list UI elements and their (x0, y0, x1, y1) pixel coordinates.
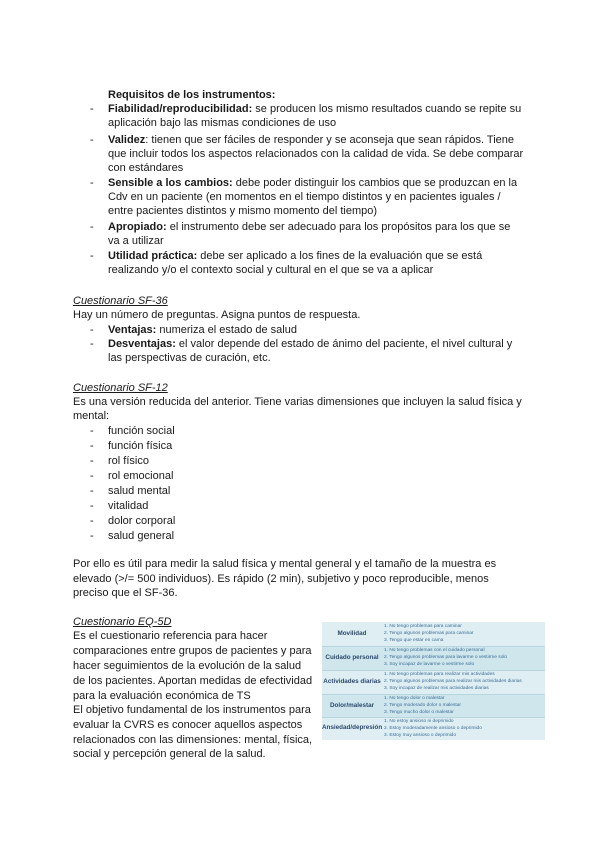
bullet-dash: - (90, 515, 94, 527)
bullet-dash: - (90, 530, 94, 542)
bullet-dash: - (90, 470, 94, 482)
eq5d-option: 1. No estoy ansioso ni deprimido (384, 719, 454, 724)
sf12-intro-line-1: Es una versión reducida del anterior. Tiene varias dimensiones que incluyen la salud física y (73, 396, 522, 408)
sf12-dimension-item: función física (108, 440, 173, 452)
sf12-closing-line-1: Por ello es útil para medir la salud física y mental general y el tamaño de la muestra es (73, 558, 497, 570)
sf12-title: Cuestionario SF-12 (73, 382, 168, 394)
req-validez-line-1: Validez: tienen que ser fáciles de responder y se aconseja que sean rápidos. Tiene (108, 134, 515, 146)
eq5d-table (322, 622, 545, 740)
eq5d-row-divider (322, 694, 545, 695)
eq5d-option: 2. Tengo algunos problemas para realizar mis actividades diarias (384, 679, 522, 684)
req-apropiado-line-2: va a utilizar (108, 235, 164, 247)
eq5d-option: 1. No tengo dolor o malestar (384, 696, 445, 701)
sf36-desventajas-line-2: las perspectivas de curación, etc. (108, 352, 271, 364)
bullet-dash: - (90, 485, 94, 497)
bullet-dash: - (90, 440, 94, 452)
bullet-dash: - (90, 134, 94, 146)
bullet-dash: - (90, 425, 94, 437)
sf36-desventajas-line-1: Desventajas: el valor depende del estado de ánimo del paciente, el nivel cultural y (108, 338, 513, 350)
eq5d-dimension-label: Actividades diarias (323, 678, 381, 685)
eq5d-dimension-label: Movilidad (337, 630, 367, 637)
eq5d-paragraph-line: El objetivo fundamental de los instrumentos para (73, 704, 311, 716)
eq5d-dimension-label: Dolor/malestar (329, 702, 375, 709)
eq5d-option: 1. No tengo problemas con el cuidado personal (384, 648, 485, 653)
bullet-dash: - (90, 338, 94, 350)
sf12-intro-line-2: mental: (73, 410, 110, 422)
sf12-dimension-item: salud mental (108, 485, 171, 497)
eq5d-option: 3. Tengo que estar en cama (384, 638, 444, 643)
req-utilidad-line-2: realizando y/o el contexto social y cultural en el que se va a aplicar (108, 264, 434, 276)
eq5d-option: 2. Tengo algunos problemas para caminar (384, 631, 474, 636)
eq5d-title: Cuestionario EQ-5D (73, 616, 172, 628)
bullet-dash: - (90, 103, 94, 115)
req-validez-line-3: con estándares (108, 162, 184, 174)
eq5d-row-divider (322, 717, 545, 718)
req-sensible-line-1: Sensible a los cambios: debe poder distinguir los cambios que se produzcan en la (108, 177, 518, 189)
req-fiabilidad-line-2: aplicación bajo las mismas condiciones de uso (108, 117, 337, 129)
sf12-dimension-item: vitalidad (108, 500, 149, 512)
sf12-dimension-item: rol físico (108, 455, 149, 467)
eq5d-option: 1. No tengo problemas para caminar (384, 624, 462, 629)
bullet-dash: - (90, 177, 94, 189)
eq5d-option: 1. No tengo problemas para realizar mis actividades (384, 672, 495, 677)
req-fiabilidad-line-1: Fiabilidad/reproducibilidad: se producen los mismo resultados cuando se repite su (108, 103, 522, 115)
sf36-ventajas: Ventajas: numeriza el estado de salud (108, 324, 297, 336)
req-sensible-line-3: entre pacientes distintos y mismo momento del tiempo) (108, 205, 378, 217)
sf36-title: Cuestionario SF-36 (73, 295, 168, 307)
bullet-dash: - (90, 500, 94, 512)
sf12-dimension-item: función social (108, 425, 175, 437)
sf12-closing-line-2: elevado (>/= 500 individuos). Es rápido (2 min), subjetivo y poco reproducible, menos (73, 573, 489, 585)
sf12-dimension-item: dolor corporal (108, 515, 176, 527)
sf12-closing-line-3: preciso que el SF-36. (73, 587, 178, 599)
bullet-dash: - (90, 455, 94, 467)
sf12-dimension-item: salud general (108, 530, 175, 542)
eq5d-option: 2. Tengo moderado dolor o malestar (384, 703, 461, 708)
eq5d-option: 2. Estoy moderadamente ansioso o deprimido (384, 726, 482, 731)
eq5d-paragraph-line: social y percepción general de la salud. (73, 748, 266, 760)
req-validez-line-2: que incluir todos los aspectos relacionados con la calidad de vida. Se debe comparar (108, 148, 524, 160)
req-apropiado-line-1: Apropiado: el instrumento debe ser adecuado para los propósitos para los que se (108, 221, 511, 233)
bullet-dash: - (90, 221, 94, 233)
eq5d-paragraph-line: hacer seguimientos de la evolución de la salud (73, 660, 302, 672)
eq5d-dimension-label: Ansiedad/depresión (322, 724, 383, 731)
eq5d-paragraph-line: Es el cuestionario referencia para hacer (73, 630, 268, 642)
req-sensible-line-2: Cdv en un paciente (en momentos en el tiempo distintos y en pacientes iguales / (108, 191, 501, 203)
req-utilidad-line-1: Utilidad práctica: debe ser aplicado a los fines de la evaluación que se está (108, 250, 483, 262)
bullet-dash: - (90, 250, 94, 262)
eq5d-option: 3. Soy incapaz de lavarme o vestirme solo (384, 662, 475, 667)
eq5d-dimension-label: Cuidado personal (325, 654, 379, 661)
sf36-intro: Hay un número de preguntas. Asigna puntos de respuesta. (73, 309, 361, 321)
requisitos-heading: Requisitos de los instrumentos: (108, 89, 276, 101)
sf12-dimension-item: rol emocional (108, 470, 174, 482)
eq5d-option: 3. Estoy muy ansioso o deprimido (384, 733, 456, 738)
eq5d-option: 3. Tengo mucho dolor o malestar (384, 710, 454, 715)
eq5d-paragraph-line: relacionados con las dimensiones: mental, física, (73, 734, 313, 746)
bullet-dash: - (90, 324, 94, 336)
eq5d-paragraph-line: comparaciones entre grupos de pacientes y para (73, 645, 312, 657)
eq5d-row-divider (322, 670, 545, 671)
eq5d-row-divider (322, 646, 545, 647)
eq5d-option: 3. Soy incapaz de realizar mis actividades diarias (384, 686, 489, 691)
eq5d-option: 2. Tengo algunos problemas para lavarme o vestirme solo (384, 655, 508, 660)
eq5d-paragraph-line: para la evaluación económica de TS (73, 690, 251, 702)
eq5d-paragraph-line: evaluar la CVRS es conocer aquellos aspectos (73, 719, 303, 731)
eq5d-paragraph-line: de los pacientes. Aportan medidas de efectividad (73, 675, 313, 687)
